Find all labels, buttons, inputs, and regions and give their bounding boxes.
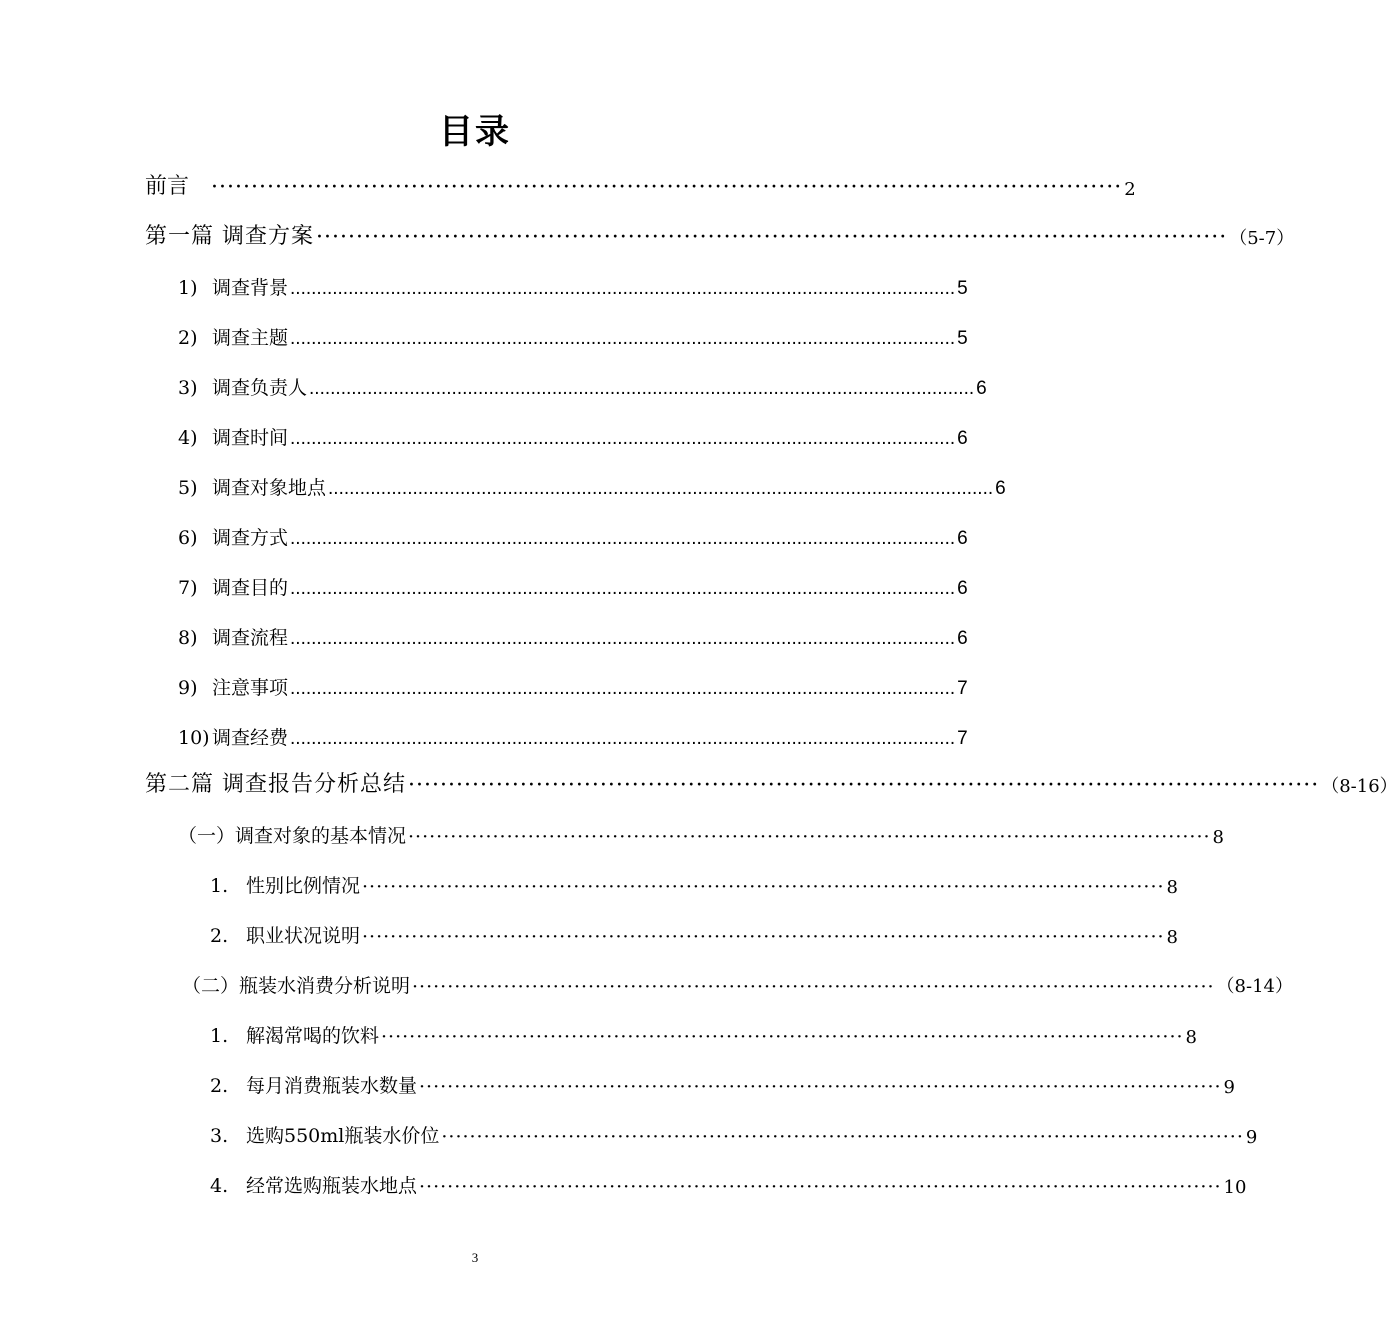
item-label: 调查经费 <box>212 727 289 749</box>
item-label: 调查时间 <box>212 427 289 449</box>
toc-entry-item[interactable] <box>210 1120 1258 1148</box>
section-page: 8 <box>1212 827 1224 848</box>
toc-entry-item[interactable] <box>178 472 1006 500</box>
leader-dots: .............................................................................................................................. <box>309 378 975 399</box>
toc-entry-item[interactable] <box>178 522 968 550</box>
toc-entry-item[interactable] <box>210 920 1178 948</box>
leader-dots: .............................................................................................................................. <box>290 528 956 549</box>
item-label: 经常选购瓶装水地点 <box>246 1175 418 1197</box>
leader-dots: ·················································································································· <box>381 1026 1184 1048</box>
toc-entry-item[interactable] <box>210 1170 1247 1198</box>
leader-dots: ·················································································································· <box>419 1076 1222 1098</box>
toc-entry-item[interactable] <box>178 672 968 700</box>
leader-dots: .............................................................................................................................. <box>290 628 956 649</box>
leader-dots: .............................................................................................................................. <box>290 728 956 749</box>
item-number: 2) <box>178 327 198 349</box>
section-page: （8-14） <box>1216 976 1293 997</box>
item-page: 8 <box>1166 927 1178 948</box>
toc-entry-part2[interactable] <box>145 766 1398 798</box>
toc-entry-label: 第二篇 调查报告分析总结 <box>145 772 406 797</box>
toc-entry-item[interactable] <box>210 1020 1197 1048</box>
item-label: 调查对象地点 <box>212 477 327 499</box>
leader-dots: .............................................................................................................................. <box>290 278 956 299</box>
leader-dots: .............................................................................................................................. <box>328 478 994 499</box>
toc-entry-item[interactable] <box>178 722 968 750</box>
toc-entry-item[interactable] <box>178 572 968 600</box>
item-label: 注意事项 <box>212 677 289 699</box>
section-label: （一）调查对象的基本情况 <box>178 825 407 847</box>
toc-entry-section[interactable] <box>178 820 1224 848</box>
item-label: 调查方式 <box>212 527 289 549</box>
item-page: 6 <box>957 428 968 449</box>
leader-dots: ·················································································································· <box>408 826 1211 848</box>
leader-dots: .............................................................................................................................. <box>290 678 956 699</box>
item-number: 2. <box>210 1075 229 1097</box>
leader-dots: ·················································································································· <box>362 876 1165 898</box>
item-label: 性别比例情况 <box>246 875 361 897</box>
item-label: 调查背景 <box>212 277 289 299</box>
item-label: 调查负责人 <box>212 377 308 399</box>
item-number: 4. <box>210 1175 229 1197</box>
item-number: 2. <box>210 925 229 947</box>
toc-entry-section[interactable] <box>182 970 1293 998</box>
item-number: 9) <box>178 677 198 699</box>
item-page: 5 <box>957 278 968 299</box>
item-page: 5 <box>957 328 968 349</box>
toc-entry-label: 第一篇 调查方案 <box>145 224 314 249</box>
item-number: 7) <box>178 577 198 599</box>
item-number: 3) <box>178 377 198 399</box>
toc-entry-page: （8-16） <box>1321 776 1398 797</box>
leader-dots: ·················································································································· <box>441 1126 1244 1148</box>
item-number: 4) <box>178 427 198 449</box>
item-page: 8 <box>1185 1027 1197 1048</box>
item-label: 职业状况说明 <box>246 925 361 947</box>
toc-entry-item[interactable] <box>178 422 968 450</box>
section-label: （二）瓶装水消费分析说明 <box>182 975 411 997</box>
toc-entry-label: 前言 <box>145 174 190 199</box>
leader-dots: ·················································································································· <box>412 976 1215 998</box>
item-number: 5) <box>178 477 198 499</box>
toc-title: 目录 <box>439 112 511 152</box>
leader-dots: .............................................................................................................................. <box>290 328 956 349</box>
item-page: 10 <box>1223 1177 1247 1198</box>
item-label: 调查流程 <box>212 627 289 649</box>
item-number: 1. <box>210 875 229 897</box>
item-page: 9 <box>1223 1077 1235 1098</box>
toc-entry-preface[interactable] <box>145 168 1136 200</box>
leader-dots: ·················································································································· <box>316 225 1228 250</box>
item-number: 10) <box>178 727 210 749</box>
item-page: 6 <box>957 528 968 549</box>
item-number: 1. <box>210 1025 229 1047</box>
item-page: 6 <box>976 378 987 399</box>
item-page: 6 <box>957 628 968 649</box>
item-label: 选购550ml瓶装水价位 <box>246 1125 440 1147</box>
toc-entry-page: 2 <box>1124 179 1136 200</box>
toc-entry-item[interactable] <box>178 622 968 650</box>
toc-entry-page: （5-7） <box>1229 228 1295 249</box>
item-number: 6) <box>178 527 198 549</box>
toc-entry-item[interactable] <box>178 272 968 300</box>
item-number: 1) <box>178 277 198 299</box>
leader-dots: .............................................................................................................................. <box>290 578 956 599</box>
leader-dots: ·················································································································· <box>362 926 1165 948</box>
item-page: 6 <box>957 578 968 599</box>
leader-dots: .............................................................................................................................. <box>290 428 956 449</box>
page-number: 3 <box>471 1250 479 1265</box>
leader-dots: ·················································································································· <box>408 773 1320 798</box>
item-page: 9 <box>1245 1127 1258 1148</box>
toc-entry-item[interactable] <box>178 372 987 400</box>
item-label: 解渴常喝的饮料 <box>246 1025 380 1047</box>
leader-dots: ·················································································································· <box>419 1176 1222 1198</box>
item-page: 7 <box>957 678 968 699</box>
item-number: 8) <box>178 627 198 649</box>
item-label: 调查目的 <box>212 577 289 599</box>
item-label: 每月消费瓶装水数量 <box>246 1075 418 1097</box>
toc-entry-item[interactable] <box>210 1070 1235 1098</box>
leader-dots: ·················································································································· <box>211 175 1123 200</box>
item-page: 8 <box>1166 877 1178 898</box>
item-label: 调查主题 <box>212 327 289 349</box>
item-page: 6 <box>995 478 1006 499</box>
toc-entry-item[interactable] <box>178 322 968 350</box>
item-page: 7 <box>957 728 968 749</box>
item-number: 3. <box>210 1125 229 1147</box>
toc-entry-part1[interactable] <box>145 218 1295 250</box>
toc-entry-item[interactable] <box>210 870 1178 898</box>
